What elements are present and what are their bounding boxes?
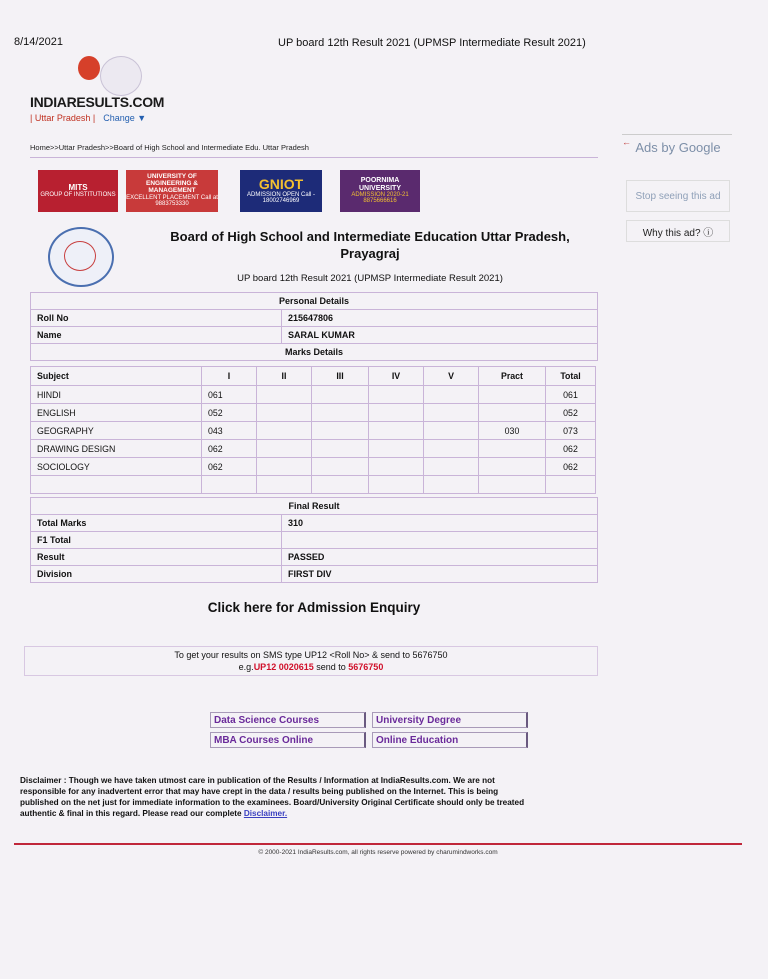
table-row bbox=[31, 386, 596, 404]
personal-details-table bbox=[30, 292, 598, 361]
mark-pract bbox=[479, 458, 546, 476]
mark-ii bbox=[257, 422, 312, 440]
why-this-ad-button[interactable]: Why this ad? ⓘ bbox=[626, 220, 730, 242]
link-university-degree[interactable]: University Degree bbox=[372, 712, 528, 728]
col-i: I bbox=[202, 367, 257, 386]
mark-ii bbox=[257, 458, 312, 476]
mark-i: 062 bbox=[202, 440, 257, 458]
ad-links bbox=[210, 712, 530, 752]
name-value: SARAL KUMAR bbox=[282, 327, 598, 344]
table-row bbox=[31, 440, 596, 458]
total-marks-label: Total Marks bbox=[31, 515, 282, 532]
mark-iii bbox=[312, 386, 369, 404]
footer-copyright: © 2000-2021 IndiaResults.com, all rights reserve powered by charumindworks.com bbox=[258, 849, 498, 856]
banner-sub: ADMISSION OPEN Call - 18002746969 bbox=[246, 192, 315, 205]
mark-v bbox=[424, 422, 479, 440]
banner-gniot[interactable] bbox=[240, 170, 322, 212]
state-selector bbox=[30, 113, 146, 123]
mark-total: 062 bbox=[546, 458, 596, 476]
table-row bbox=[31, 458, 596, 476]
col-v: V bbox=[424, 367, 479, 386]
result-value: PASSED bbox=[282, 549, 598, 566]
mark-v bbox=[424, 404, 479, 422]
final-result-table bbox=[30, 497, 598, 583]
mark-ii bbox=[257, 440, 312, 458]
mark-ii bbox=[257, 386, 312, 404]
link-mba-courses[interactable]: MBA Courses Online bbox=[210, 732, 366, 748]
site-logo[interactable] bbox=[30, 56, 165, 126]
mark-i: 043 bbox=[202, 422, 257, 440]
divider bbox=[30, 157, 598, 158]
sms-code: UP12 0020615 bbox=[253, 661, 314, 672]
f1-total-label: F1 Total bbox=[31, 532, 282, 549]
mark-pract bbox=[479, 440, 546, 458]
roll-label: Roll No bbox=[31, 310, 282, 327]
col-ii: II bbox=[257, 367, 312, 386]
mark-iv bbox=[369, 422, 424, 440]
roll-value: 215647806 bbox=[282, 310, 598, 327]
link-data-science[interactable]: Data Science Courses bbox=[210, 712, 366, 728]
mark-iv bbox=[369, 404, 424, 422]
subject: DRAWING DESIGN bbox=[31, 440, 202, 458]
subject: HINDI bbox=[31, 386, 202, 404]
back-arrow-icon[interactable]: ← bbox=[622, 137, 631, 147]
table-row bbox=[31, 404, 596, 422]
mark-total: 061 bbox=[546, 386, 596, 404]
subject: SOCIOLOGY bbox=[31, 458, 202, 476]
link-online-education[interactable]: Online Education bbox=[372, 732, 528, 748]
total-marks-value: 310 bbox=[282, 515, 598, 532]
banner-title: POORNIMA UNIVERSITY bbox=[358, 177, 401, 192]
mark-iv bbox=[369, 440, 424, 458]
mark-ii bbox=[257, 404, 312, 422]
mark-iii bbox=[312, 404, 369, 422]
board-seal-icon bbox=[48, 227, 114, 287]
sms-number: 5676750 bbox=[348, 661, 384, 672]
mark-v bbox=[424, 458, 479, 476]
mark-iii bbox=[312, 458, 369, 476]
final-result-heading: Final Result bbox=[31, 498, 598, 515]
name-label: Name bbox=[31, 327, 282, 344]
col-total: Total bbox=[546, 367, 596, 386]
mark-i: 052 bbox=[202, 404, 257, 422]
change-state-link[interactable]: Change ▼ bbox=[103, 113, 147, 123]
logo-mark-icon bbox=[78, 56, 100, 80]
mark-total: 052 bbox=[546, 404, 596, 422]
subject: ENGLISH bbox=[31, 404, 202, 422]
disclaimer bbox=[20, 775, 535, 819]
f1-total-value bbox=[282, 532, 598, 549]
mark-iv bbox=[369, 386, 424, 404]
disclaimer-text: Disclaimer : Though we have taken utmost care in publication of the Results / Information at IndiaResults.com. We are not responsible for any inadvertent error that may have crept in the data / results being published on the Internet. This is being published on the net just for immediate information to the examinees. Board/University Original Certificate should only be treated authentic & final in this regard. Please read our complete bbox=[20, 776, 525, 819]
marks-table bbox=[30, 366, 596, 494]
empty-row bbox=[31, 476, 596, 494]
ads-by-google: Ads by Google bbox=[635, 140, 721, 155]
banner-sub: ADMISSION 2020-21 8875666616 bbox=[351, 192, 409, 205]
marks-details-heading: Marks Details bbox=[31, 344, 598, 361]
mark-v bbox=[424, 386, 479, 404]
sms-eg: e.g. bbox=[238, 661, 254, 672]
sms-send: send to bbox=[313, 661, 349, 672]
sms-example bbox=[25, 662, 597, 674]
disclaimer-link[interactable]: Disclaimer. bbox=[243, 809, 288, 819]
banner-poornima[interactable] bbox=[340, 170, 420, 212]
banner-title: UNIVERSITY OF ENGINEERING & MANAGEMENT bbox=[145, 173, 198, 195]
state-label: | Uttar Pradesh | bbox=[30, 113, 96, 123]
col-iii: III bbox=[312, 367, 369, 386]
banner-title: GNIOT bbox=[258, 176, 304, 193]
google-ads-panel bbox=[622, 134, 732, 244]
footer-divider bbox=[14, 843, 742, 845]
personal-details-heading: Personal Details bbox=[31, 293, 598, 310]
print-title: UP board 12th Result 2021 (UPMSP Intermediate Result 2021) bbox=[278, 37, 586, 49]
mark-total: 062 bbox=[546, 440, 596, 458]
mark-i: 062 bbox=[202, 458, 257, 476]
mark-pract bbox=[479, 404, 546, 422]
print-date: 8/14/2021 bbox=[14, 36, 63, 48]
result-subtitle: UP board 12th Result 2021 (UPMSP Intermediate Result 2021) bbox=[237, 273, 503, 284]
banner-uem[interactable] bbox=[126, 170, 218, 212]
admission-enquiry-link[interactable]: Click here for Admission Enquiry bbox=[207, 600, 421, 615]
subject: GEOGRAPHY bbox=[31, 422, 202, 440]
mark-total: 073 bbox=[546, 422, 596, 440]
board-name: Board of High School and Intermediate Education Uttar Pradesh, Prayagraj bbox=[170, 229, 570, 261]
mark-iv bbox=[369, 458, 424, 476]
mark-i: 061 bbox=[202, 386, 257, 404]
stop-seeing-ad-button[interactable]: Stop seeing this ad bbox=[626, 180, 730, 212]
sms-info-box bbox=[24, 646, 598, 676]
col-subject: Subject bbox=[31, 367, 202, 386]
logo-text: INDIARESULTS.COM bbox=[30, 94, 165, 110]
mark-pract: 030 bbox=[479, 422, 546, 440]
mark-v bbox=[424, 440, 479, 458]
mark-iii bbox=[312, 440, 369, 458]
ad-banners bbox=[38, 170, 438, 212]
banner-title: MITS bbox=[68, 182, 88, 192]
banner-sub: EXCELLENT PLACEMENT Call at 9883753330 bbox=[126, 194, 218, 208]
result-label: Result bbox=[31, 549, 282, 566]
up-map-icon bbox=[100, 56, 142, 96]
division-value: FIRST DIV bbox=[282, 566, 598, 583]
banner-mits[interactable] bbox=[38, 170, 118, 212]
col-iv: IV bbox=[369, 367, 424, 386]
sms-instruction: To get your results on SMS type UP12 <Roll No> & send to 5676750 bbox=[174, 650, 448, 660]
mark-pract bbox=[479, 386, 546, 404]
mark-iii bbox=[312, 422, 369, 440]
banner-sub: GROUP OF INSTITUTIONS bbox=[40, 192, 116, 199]
col-pract: Pract bbox=[479, 367, 546, 386]
table-row bbox=[31, 422, 596, 440]
breadcrumb[interactable]: Home>>Uttar Pradesh>>Board of High School and Intermediate Edu. Uttar Pradesh bbox=[30, 143, 309, 152]
division-label: Division bbox=[31, 566, 282, 583]
